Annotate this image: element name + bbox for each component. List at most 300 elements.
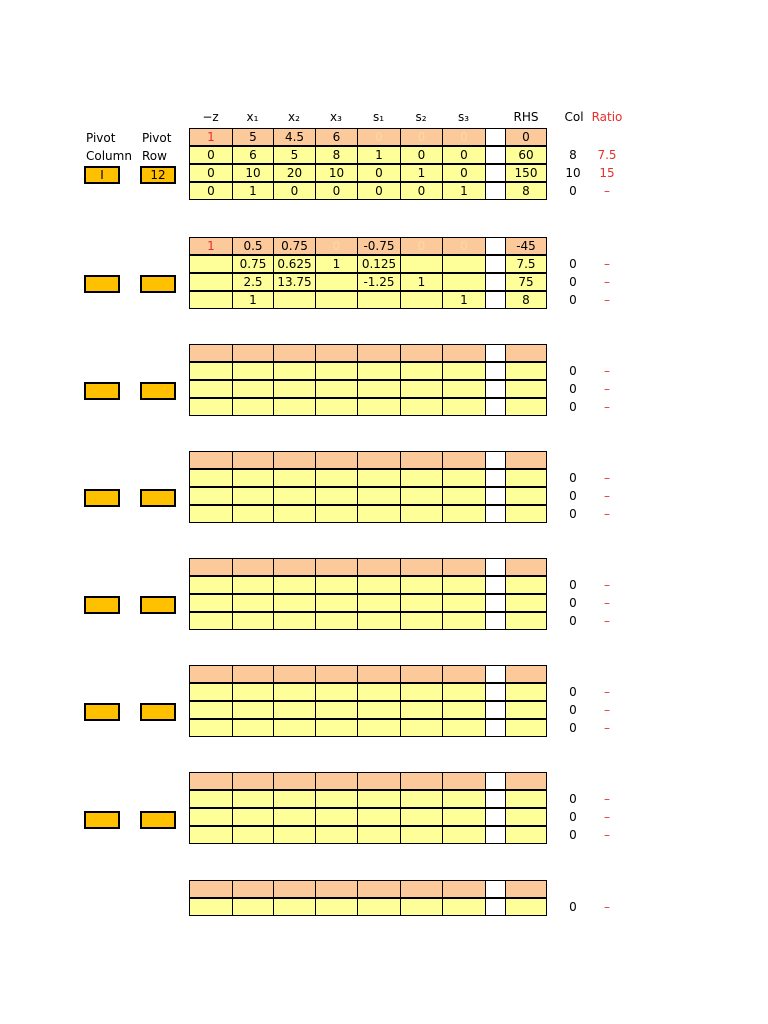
- cell-z[interactable]: [189, 880, 233, 898]
- cell-x2[interactable]: [273, 558, 316, 576]
- pivot-column-input[interactable]: [84, 703, 120, 721]
- ratio-val: –: [604, 364, 610, 378]
- cell-z[interactable]: [189, 826, 233, 844]
- header-col: Col: [564, 110, 584, 124]
- cell-z[interactable]: [189, 344, 233, 362]
- cell-s3[interactable]: [442, 808, 486, 826]
- cell-s2[interactable]: [400, 344, 443, 362]
- cell-s1[interactable]: -0.75: [357, 237, 401, 255]
- cell-s3[interactable]: [442, 772, 486, 790]
- cell-rhs[interactable]: 75: [505, 273, 547, 291]
- cell-rhs[interactable]: -45: [505, 237, 547, 255]
- cell-z[interactable]: [189, 683, 233, 701]
- cell-rhs[interactable]: [505, 469, 547, 487]
- cell-s1[interactable]: [357, 576, 401, 594]
- cell-s2[interactable]: [400, 576, 443, 594]
- cell-rhs[interactable]: [505, 487, 547, 505]
- cell-s2[interactable]: [400, 719, 443, 737]
- cell-s3[interactable]: [442, 558, 486, 576]
- cell-s2[interactable]: [400, 505, 443, 523]
- cell-x1[interactable]: [232, 880, 274, 898]
- cell-x1[interactable]: [232, 469, 274, 487]
- cell-x2[interactable]: [273, 469, 316, 487]
- cell-s2[interactable]: [400, 398, 443, 416]
- cell-sep: [485, 772, 506, 790]
- cell-s1[interactable]: [357, 612, 401, 630]
- cell-x1[interactable]: 5: [232, 128, 274, 146]
- cell-x2[interactable]: [273, 576, 316, 594]
- constraint-row: [189, 505, 547, 523]
- cell-rhs[interactable]: [505, 683, 547, 701]
- cell-z[interactable]: [189, 772, 233, 790]
- cell-x2[interactable]: [273, 665, 316, 683]
- cell-z[interactable]: [189, 898, 233, 916]
- cell-x2[interactable]: [273, 612, 316, 630]
- pivot-row-input[interactable]: [140, 489, 176, 507]
- cell-z[interactable]: [189, 701, 233, 719]
- cell-s2[interactable]: [400, 808, 443, 826]
- cell-x1[interactable]: [232, 701, 274, 719]
- objective-row: [189, 772, 547, 790]
- cell-x1[interactable]: 0.5: [232, 237, 274, 255]
- cell-x1[interactable]: [232, 826, 274, 844]
- cell-x2[interactable]: 5: [273, 146, 316, 164]
- constraint-row: [189, 273, 547, 291]
- cell-x1[interactable]: [232, 487, 274, 505]
- ratio-val: –: [604, 400, 610, 414]
- cell-z[interactable]: [189, 273, 233, 291]
- cell-s2[interactable]: [400, 612, 443, 630]
- ratio-val: –: [604, 792, 610, 806]
- cell-rhs[interactable]: 8: [505, 291, 547, 309]
- cell-x1[interactable]: [232, 772, 274, 790]
- cell-s3[interactable]: [442, 790, 486, 808]
- cell-x3[interactable]: [315, 451, 358, 469]
- pivot-column-input[interactable]: I: [84, 166, 120, 184]
- cell-z[interactable]: 0: [189, 182, 233, 200]
- cell-s3[interactable]: [442, 898, 486, 916]
- cell-s2[interactable]: [400, 772, 443, 790]
- cell-x2[interactable]: [273, 701, 316, 719]
- col-val: 0: [569, 614, 577, 628]
- cell-x1[interactable]: [232, 665, 274, 683]
- col-val: 0: [569, 489, 577, 503]
- constraint-row: [189, 469, 547, 487]
- cell-z[interactable]: [189, 576, 233, 594]
- cell-s2[interactable]: [400, 665, 443, 683]
- ratio-val: 15: [599, 166, 615, 180]
- cell-x3[interactable]: [315, 808, 358, 826]
- cell-x3[interactable]: [315, 880, 358, 898]
- cell-s1[interactable]: 0: [357, 182, 401, 200]
- cell-s1[interactable]: [357, 594, 401, 612]
- cell-x1[interactable]: [232, 344, 274, 362]
- cell-s1[interactable]: [357, 558, 401, 576]
- tableau-4: [189, 451, 547, 523]
- cell-x2[interactable]: [273, 362, 316, 380]
- cell-z[interactable]: 0: [189, 146, 233, 164]
- pivot-row-input[interactable]: [140, 382, 176, 400]
- cell-x2[interactable]: [273, 898, 316, 916]
- constraint-row: [189, 576, 547, 594]
- cell-s1[interactable]: [357, 380, 401, 398]
- pivot-column-input[interactable]: [84, 596, 120, 614]
- cell-s1[interactable]: [357, 719, 401, 737]
- cell-s2[interactable]: [400, 826, 443, 844]
- cell-x2[interactable]: 13.75: [273, 273, 316, 291]
- cell-s2[interactable]: [400, 469, 443, 487]
- cell-x1[interactable]: [232, 451, 274, 469]
- cell-rhs[interactable]: 0: [505, 128, 547, 146]
- cell-x2[interactable]: [273, 880, 316, 898]
- cell-x3[interactable]: [315, 826, 358, 844]
- cell-x3[interactable]: [315, 772, 358, 790]
- cell-s1[interactable]: [357, 291, 401, 309]
- cell-z[interactable]: [189, 808, 233, 826]
- cell-x1[interactable]: [232, 558, 274, 576]
- cell-x2[interactable]: 0.625: [273, 255, 316, 273]
- ratio-val: –: [604, 828, 610, 842]
- cell-rhs[interactable]: 150: [505, 164, 547, 182]
- cell-s1[interactable]: [357, 880, 401, 898]
- cell-x2[interactable]: [273, 380, 316, 398]
- cell-s2[interactable]: [400, 255, 443, 273]
- cell-x2[interactable]: [273, 398, 316, 416]
- cell-rhs[interactable]: [505, 344, 547, 362]
- cell-rhs[interactable]: [505, 701, 547, 719]
- cell-x3[interactable]: [315, 898, 358, 916]
- cell-s1[interactable]: [357, 772, 401, 790]
- cell-s3[interactable]: 0: [442, 164, 486, 182]
- cell-x1[interactable]: [232, 898, 274, 916]
- cell-z[interactable]: [189, 790, 233, 808]
- cell-x2[interactable]: [273, 594, 316, 612]
- cell-s3[interactable]: [442, 594, 486, 612]
- cell-s3[interactable]: [442, 380, 486, 398]
- cell-z[interactable]: [189, 505, 233, 523]
- cell-z[interactable]: [189, 362, 233, 380]
- ratio-val: –: [604, 578, 610, 592]
- cell-s2[interactable]: [400, 487, 443, 505]
- cell-s1[interactable]: 0: [357, 164, 401, 182]
- cell-s2[interactable]: [400, 558, 443, 576]
- cell-rhs[interactable]: 7.5: [505, 255, 547, 273]
- cell-x2[interactable]: [273, 451, 316, 469]
- cell-z[interactable]: [189, 719, 233, 737]
- cell-s1[interactable]: 0: [357, 128, 401, 146]
- cell-x3[interactable]: [315, 291, 358, 309]
- cell-s3[interactable]: [442, 451, 486, 469]
- cell-s3[interactable]: [442, 683, 486, 701]
- cell-x2[interactable]: [273, 826, 316, 844]
- pivot-row-input[interactable]: [140, 811, 176, 829]
- cell-s2[interactable]: 1: [400, 273, 443, 291]
- cell-sep: [485, 665, 506, 683]
- cell-s1[interactable]: [357, 451, 401, 469]
- cell-x2[interactable]: [273, 487, 316, 505]
- cell-s2[interactable]: 0: [400, 146, 443, 164]
- cell-x1[interactable]: 1: [232, 291, 274, 309]
- col-val: 0: [569, 828, 577, 842]
- cell-x3[interactable]: [315, 701, 358, 719]
- cell-x1[interactable]: [232, 594, 274, 612]
- cell-rhs[interactable]: [505, 665, 547, 683]
- header-s2: s₂: [415, 110, 427, 124]
- cell-x1[interactable]: 6: [232, 146, 274, 164]
- cell-s1[interactable]: [357, 701, 401, 719]
- cell-s1[interactable]: [357, 469, 401, 487]
- cell-z[interactable]: [189, 594, 233, 612]
- cell-rhs[interactable]: 60: [505, 146, 547, 164]
- tableau-2: [189, 237, 547, 309]
- cell-s1[interactable]: [357, 665, 401, 683]
- objective-row: [189, 451, 547, 469]
- cell-z[interactable]: [189, 665, 233, 683]
- cell-s3[interactable]: [442, 826, 486, 844]
- cell-x3[interactable]: [315, 594, 358, 612]
- cell-x3[interactable]: [315, 683, 358, 701]
- cell-x1[interactable]: [232, 398, 274, 416]
- cell-s2[interactable]: [400, 790, 443, 808]
- cell-rhs[interactable]: [505, 594, 547, 612]
- cell-s1[interactable]: [357, 826, 401, 844]
- cell-x3[interactable]: [315, 344, 358, 362]
- cell-sep: [485, 128, 506, 146]
- cell-rhs[interactable]: [505, 451, 547, 469]
- cell-rhs[interactable]: [505, 380, 547, 398]
- cell-x3[interactable]: [315, 719, 358, 737]
- cell-rhs[interactable]: [505, 719, 547, 737]
- cell-x3[interactable]: [315, 665, 358, 683]
- cell-s2[interactable]: 0: [400, 128, 443, 146]
- header-s1: s₁: [372, 110, 385, 124]
- cell-rhs[interactable]: [505, 772, 547, 790]
- cell-rhs[interactable]: [505, 612, 547, 630]
- cell-s1[interactable]: 1: [357, 146, 401, 164]
- constraint-row: [189, 291, 547, 309]
- cell-z[interactable]: [189, 469, 233, 487]
- cell-x2[interactable]: [273, 683, 316, 701]
- cell-x1[interactable]: [232, 808, 274, 826]
- constraint-row: [189, 683, 547, 701]
- ratio-val: –: [604, 685, 610, 699]
- cell-s2[interactable]: [400, 880, 443, 898]
- col-val: 0: [569, 810, 577, 824]
- cell-s1[interactable]: [357, 683, 401, 701]
- cell-s2[interactable]: 0: [400, 237, 443, 255]
- cell-rhs[interactable]: [505, 790, 547, 808]
- cell-x2[interactable]: [273, 790, 316, 808]
- objective-row: [189, 665, 547, 683]
- cell-x3[interactable]: 6: [315, 128, 358, 146]
- cell-s3[interactable]: [442, 880, 486, 898]
- cell-s2[interactable]: [400, 683, 443, 701]
- cell-rhs[interactable]: [505, 398, 547, 416]
- cell-x2[interactable]: [273, 291, 316, 309]
- cell-rhs[interactable]: [505, 362, 547, 380]
- cell-x1[interactable]: [232, 612, 274, 630]
- ratio-val: –: [604, 293, 610, 307]
- cell-x1[interactable]: [232, 790, 274, 808]
- cell-s1[interactable]: [357, 362, 401, 380]
- cell-s3[interactable]: [442, 487, 486, 505]
- cell-s3[interactable]: 0: [442, 146, 486, 164]
- cell-s2[interactable]: [400, 701, 443, 719]
- cell-s1[interactable]: 0.125: [357, 255, 401, 273]
- cell-s3[interactable]: 1: [442, 182, 486, 200]
- cell-x2[interactable]: [273, 344, 316, 362]
- cell-z[interactable]: 1: [189, 128, 233, 146]
- cell-s1[interactable]: [357, 898, 401, 916]
- pivot-row-input[interactable]: [140, 703, 176, 721]
- cell-s2[interactable]: [400, 898, 443, 916]
- cell-s3[interactable]: [442, 398, 486, 416]
- cell-rhs[interactable]: [505, 505, 547, 523]
- cell-z[interactable]: [189, 291, 233, 309]
- cell-x3[interactable]: [315, 398, 358, 416]
- pivot-column-input[interactable]: [84, 489, 120, 507]
- cell-x2[interactable]: [273, 772, 316, 790]
- cell-s3[interactable]: [442, 344, 486, 362]
- cell-s2[interactable]: [400, 291, 443, 309]
- pivot-column-input[interactable]: [84, 382, 120, 400]
- pivot-row-input[interactable]: [140, 596, 176, 614]
- cell-x3[interactable]: [315, 612, 358, 630]
- cell-s3[interactable]: [442, 665, 486, 683]
- cell-z[interactable]: [189, 380, 233, 398]
- cell-s3[interactable]: [442, 701, 486, 719]
- cell-sep: [485, 898, 506, 916]
- cell-x1[interactable]: 10: [232, 164, 274, 182]
- constraint-row: [189, 487, 547, 505]
- tableau-8: [189, 880, 547, 916]
- constraint-row: [189, 808, 547, 826]
- cell-x1[interactable]: [232, 380, 274, 398]
- cell-s3[interactable]: 1: [442, 291, 486, 309]
- tableau-6: [189, 665, 547, 737]
- cell-x1[interactable]: [232, 505, 274, 523]
- cell-z[interactable]: [189, 255, 233, 273]
- cell-s1[interactable]: [357, 790, 401, 808]
- cell-s1[interactable]: -1.25: [357, 273, 401, 291]
- cell-x1[interactable]: [232, 719, 274, 737]
- col-val: 0: [569, 685, 577, 699]
- cell-s3[interactable]: [442, 273, 486, 291]
- cell-s3[interactable]: [442, 719, 486, 737]
- cell-z[interactable]: [189, 487, 233, 505]
- cell-x1[interactable]: [232, 576, 274, 594]
- constraint-row: [189, 790, 547, 808]
- pivot-row-input[interactable]: 12: [140, 166, 176, 184]
- cell-x2[interactable]: [273, 719, 316, 737]
- cell-x3[interactable]: 10: [315, 164, 358, 182]
- cell-x1[interactable]: [232, 683, 274, 701]
- cell-x3[interactable]: [315, 380, 358, 398]
- cell-x1[interactable]: [232, 362, 274, 380]
- cell-s3[interactable]: 0: [442, 237, 486, 255]
- cell-x3[interactable]: [315, 362, 358, 380]
- col-val: 0: [569, 293, 577, 307]
- cell-s1[interactable]: [357, 505, 401, 523]
- cell-x3[interactable]: [315, 576, 358, 594]
- cell-rhs[interactable]: [505, 558, 547, 576]
- cell-x3[interactable]: [315, 558, 358, 576]
- cell-x3[interactable]: [315, 469, 358, 487]
- pivot-column-label-2: Column: [86, 149, 132, 163]
- cell-x3[interactable]: [315, 273, 358, 291]
- cell-z[interactable]: 1: [189, 237, 233, 255]
- cell-x3[interactable]: [315, 487, 358, 505]
- cell-rhs[interactable]: [505, 576, 547, 594]
- cell-s2[interactable]: 0: [400, 182, 443, 200]
- cell-s3[interactable]: [442, 255, 486, 273]
- cell-sep: [485, 719, 506, 737]
- cell-z[interactable]: [189, 558, 233, 576]
- cell-rhs[interactable]: [505, 898, 547, 916]
- cell-s3[interactable]: [442, 612, 486, 630]
- cell-x2[interactable]: 0: [273, 182, 316, 200]
- cell-rhs[interactable]: [505, 880, 547, 898]
- cell-z[interactable]: [189, 451, 233, 469]
- cell-x2[interactable]: 0.75: [273, 237, 316, 255]
- cell-z[interactable]: [189, 612, 233, 630]
- cell-rhs[interactable]: [505, 826, 547, 844]
- pivot-column-input[interactable]: [84, 275, 120, 293]
- col-val: 0: [569, 275, 577, 289]
- cell-x2[interactable]: 20: [273, 164, 316, 182]
- cell-s2[interactable]: [400, 362, 443, 380]
- cell-s3[interactable]: [442, 362, 486, 380]
- cell-s1[interactable]: [357, 487, 401, 505]
- cell-s1[interactable]: [357, 398, 401, 416]
- cell-x1[interactable]: 0.75: [232, 255, 274, 273]
- cell-x3[interactable]: 0: [315, 237, 358, 255]
- cell-sep: [485, 146, 506, 164]
- cell-x1[interactable]: 1: [232, 182, 274, 200]
- cell-rhs[interactable]: [505, 808, 547, 826]
- cell-x1[interactable]: 2.5: [232, 273, 274, 291]
- cell-x2[interactable]: 4.5: [273, 128, 316, 146]
- cell-x3[interactable]: 1: [315, 255, 358, 273]
- cell-s1[interactable]: [357, 808, 401, 826]
- cell-x2[interactable]: [273, 505, 316, 523]
- cell-x3[interactable]: 0: [315, 182, 358, 200]
- cell-s3[interactable]: [442, 505, 486, 523]
- cell-sep: [485, 451, 506, 469]
- cell-s3[interactable]: [442, 469, 486, 487]
- cell-rhs[interactable]: 8: [505, 182, 547, 200]
- cell-x3[interactable]: [315, 505, 358, 523]
- cell-s2[interactable]: 1: [400, 164, 443, 182]
- col-val: 0: [569, 578, 577, 592]
- ratio-val: –: [604, 382, 610, 396]
- cell-z[interactable]: [189, 398, 233, 416]
- cell-s3[interactable]: [442, 576, 486, 594]
- cell-z[interactable]: 0: [189, 164, 233, 182]
- cell-x3[interactable]: [315, 790, 358, 808]
- pivot-row-input[interactable]: [140, 275, 176, 293]
- cell-s2[interactable]: [400, 380, 443, 398]
- cell-s2[interactable]: [400, 451, 443, 469]
- cell-x3[interactable]: 8: [315, 146, 358, 164]
- col-val: 0: [569, 184, 577, 198]
- cell-sep: [485, 398, 506, 416]
- cell-s3[interactable]: 0: [442, 128, 486, 146]
- cell-s2[interactable]: [400, 594, 443, 612]
- pivot-column-input[interactable]: [84, 811, 120, 829]
- cell-s1[interactable]: [357, 344, 401, 362]
- cell-x2[interactable]: [273, 808, 316, 826]
